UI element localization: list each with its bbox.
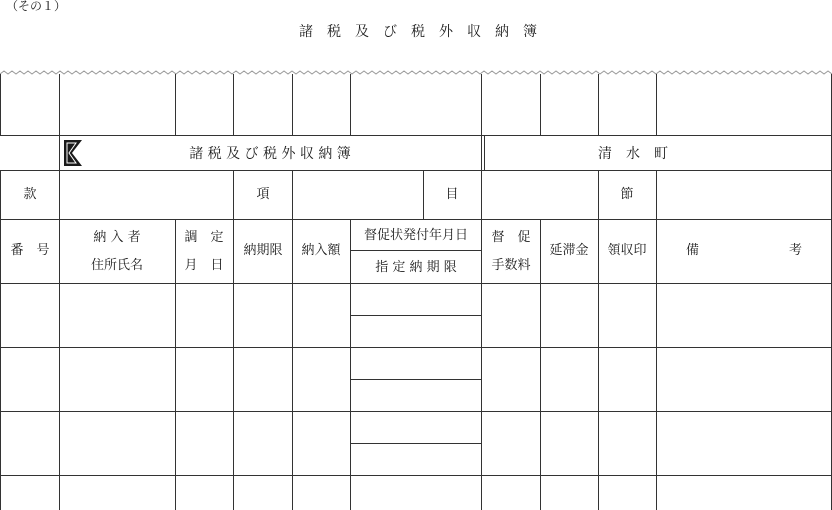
header-deadline: 納期限 [243,243,283,258]
header-reminder-issue-date: 督促状発付年月日 [363,228,469,243]
label-setsu: 節 [620,187,634,202]
header-receipt-seal: 領収印 [607,243,647,258]
tag-marker-icon [64,140,82,166]
header-amount: 納入額 [301,243,341,258]
header-remarks-left: 備 [686,243,700,258]
header-remarks-right: 考 [789,243,803,258]
header-reminder-fee-line1: 督 促 [491,230,531,245]
header-payer-line2: 住所氏名 [90,258,144,273]
header-late-fee: 延滞金 [549,243,589,258]
town-name: 清 水 町 [598,146,668,162]
label-moku: 目 [445,187,459,202]
torn-edge [0,71,832,74]
label-kan: 款 [23,187,37,202]
page-title: 諸 税 及 び 税 外 収 納 簿 [299,24,537,40]
label-kou: 項 [256,187,270,202]
header-designated-deadline: 指 定 納 期 限 [375,260,457,275]
header-adjust-line2: 月 日 [184,258,224,273]
form-number: （その１） [6,0,67,13]
header-reminder-fee-line2: 手数料 [491,258,531,273]
header-adjust-line1: 調 定 [184,230,224,245]
header-number: 番 号 [10,243,50,258]
banner-title: 諸 税 及 び 税 外 収 納 簿 [189,146,351,162]
header-payer-line1: 納 入 者 [93,230,141,245]
